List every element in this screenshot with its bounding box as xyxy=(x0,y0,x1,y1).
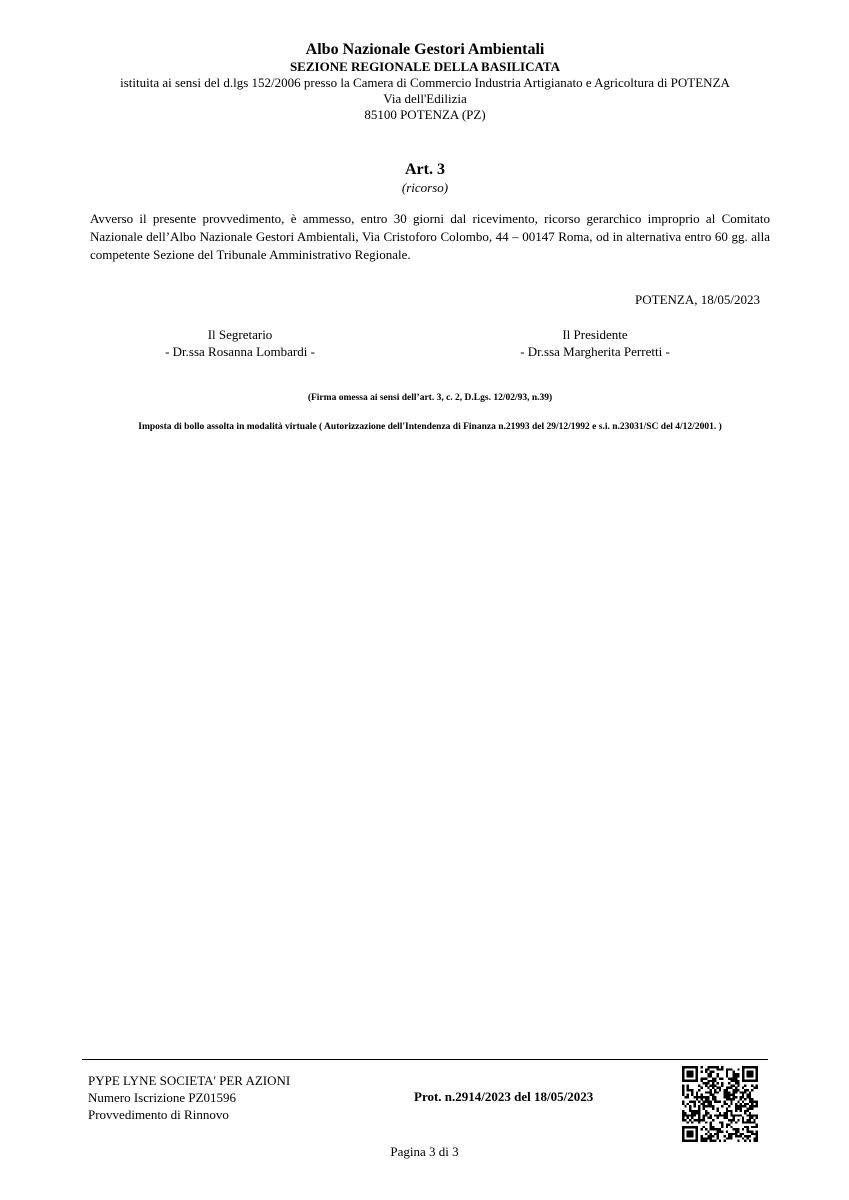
place-date: POTENZA, 18/05/2023 xyxy=(635,292,760,307)
secretary-role: Il Segretario xyxy=(207,327,273,342)
signature-president xyxy=(460,326,730,360)
signature-omitted-note: (Firma omessa ai sensi dell’art. 3, c. 2, D.Lgs. 12/02/93, n.39) xyxy=(307,393,553,403)
article-subtitle: (ricorso) xyxy=(401,180,449,195)
page-number: Pagina 3 di 3 xyxy=(390,1144,459,1159)
footer-company-info xyxy=(88,1072,290,1123)
secretary-name: - Dr.ssa Rosanna Lombardi - xyxy=(165,344,315,359)
footer-registration: Numero Iscrizione PZ01596 xyxy=(88,1090,237,1105)
header-institution: istituita ai sensi del d.lgs 152/2006 presso la Camera di Commercio Industria Artigianato e Agricoltura di POTENZA xyxy=(120,75,730,90)
footer-measure: Provvedimento di Rinnovo xyxy=(88,1107,229,1122)
article-title: Art. 3 xyxy=(405,161,445,178)
stamp-duty-note: Imposta di bollo assolta in modalità virtuale ( Autorizzazione dell'Intendenza di Finanza n.21993 del 29/12/1992 e s.i. n.23031/SC del 4/12/2001. ) xyxy=(138,422,722,432)
header-title: Albo Nazionale Gestori Ambientali xyxy=(305,41,545,58)
header-street: Via dell'Edilizia xyxy=(383,91,467,106)
footer-company: PYPE LYNE SOCIETA' PER AZIONI xyxy=(88,1073,291,1088)
article-body: Avverso il presente provvedimento, è ammesso, entro 30 giorni dal ricevimento, ricorso gerarchico improprio al Comitato Nazionale dell’Albo Nazionale Gestori Ambientali, Via Cristoforo Colombo, 44 – 00147 Roma, od in alternativa entro 60 gg. alla competente Sezione del Tribunale Amministrativo Regionale. xyxy=(90,211,770,262)
qr-code-icon xyxy=(682,1066,758,1142)
footer-protocol: Prot. n.2914/2023 del 18/05/2023 xyxy=(414,1089,594,1104)
president-role: Il Presidente xyxy=(562,327,628,342)
footer-divider xyxy=(82,1059,768,1060)
president-name: - Dr.ssa Margherita Perretti - xyxy=(520,344,670,359)
header-city: 85100 POTENZA (PZ) xyxy=(364,107,486,122)
document-header xyxy=(80,40,770,123)
article-heading xyxy=(80,160,770,196)
signature-secretary xyxy=(110,326,370,360)
header-section: SEZIONE REGIONALE DELLA BASILICATA xyxy=(289,59,561,74)
